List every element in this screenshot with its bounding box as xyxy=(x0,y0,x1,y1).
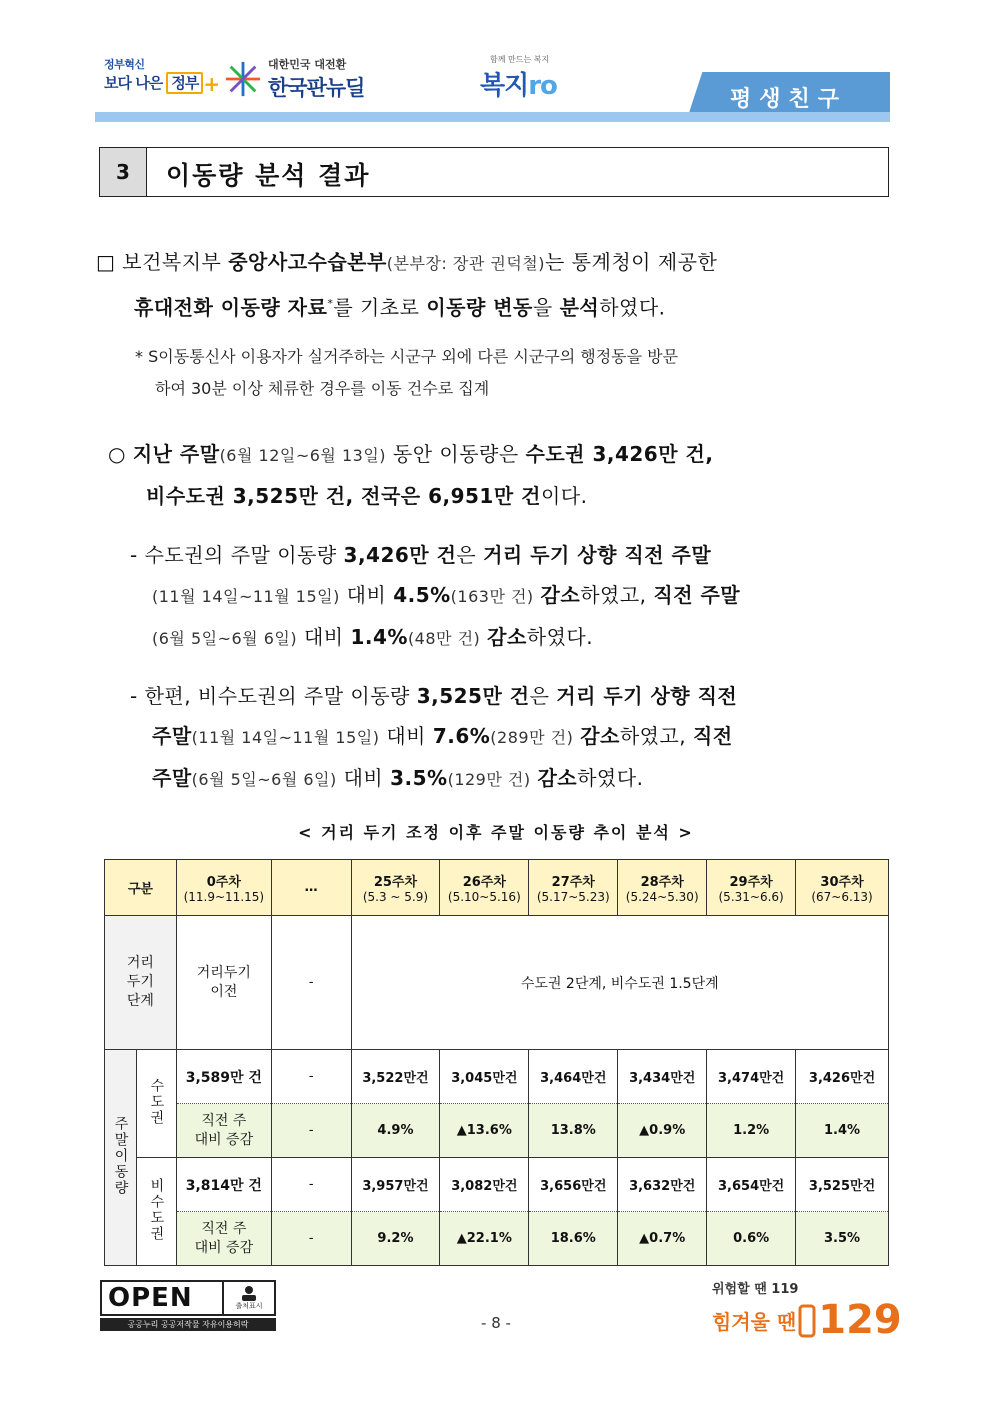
table-cell: ▲0.9% xyxy=(618,1104,707,1158)
circle-bullet: ○ xyxy=(108,442,126,466)
noncapital-volume-row xyxy=(105,1158,889,1212)
table-cell: ▲0.7% xyxy=(618,1212,707,1266)
bokjiro-ro: ro xyxy=(528,71,557,101)
table-header-row xyxy=(105,860,889,916)
header-col-0: 0주차 (11.9~11.15) xyxy=(176,860,271,916)
table-cell: 1.2% xyxy=(707,1104,796,1158)
paragraph-2: ○ 지난 주말(6월 12일~6월 13일) 동안 이동량은 수도권 3,426만 건, 비수도권 3,525만 건, 전국은 6,951만 건이다. xyxy=(108,442,714,508)
weekend-mobility-label: 주말이동량 xyxy=(105,1050,137,1266)
table-cell: 13.8% xyxy=(529,1104,618,1158)
table-cell: 3,045만건 xyxy=(440,1050,529,1104)
table-cell: 3,957만건 xyxy=(351,1158,440,1212)
table-cell: 18.6% xyxy=(529,1212,618,1266)
logo1-text-a: 보다 나은 xyxy=(104,74,163,92)
table-cell: 3.5% xyxy=(796,1212,889,1266)
stage-dash: - xyxy=(271,916,351,1050)
table-cell: - xyxy=(271,1212,351,1266)
header-col-ellipsis: … xyxy=(271,860,351,916)
hotline-129-logo: 위험할 땐 119 힘겨울 땐 129 xyxy=(712,1282,902,1343)
logo1-text-b: 정부 xyxy=(166,72,203,94)
table-caption: < 거리 두기 조정 이후 주말 이동량 추이 분석 > xyxy=(298,823,694,842)
capital-volume-row xyxy=(105,1050,889,1104)
dash-bullet: - xyxy=(130,684,138,708)
paragraph-1: □ 보건복지부 중앙사고수습본부(본부장: 장관 권덕철)는 통계청이 제공한 휴대전화 이동량 자료*를 기초로 이동량 변동을 분석하였다. xyxy=(96,250,718,320)
header-label: 구분 xyxy=(105,860,177,916)
person-icon xyxy=(239,1285,259,1301)
capital-change-row xyxy=(105,1104,889,1158)
header-col-29: 29주차 (5.31~6.6) xyxy=(707,860,796,916)
header-col-28: 28주차 (5.24~5.30) xyxy=(618,860,707,916)
page-number: - 8 - xyxy=(481,1314,511,1332)
phone-icon xyxy=(798,1302,816,1338)
open-text: OPEN xyxy=(108,1283,193,1313)
paragraph-4: - 한편, 비수도권의 주말 이동량 3,525만 건은 거리 두기 상향 직전 주말(11월 14일~11월 15일) 대비 7.6%(289만 건) 감소하였고, 직전 주말(6월 5일~6월 6일) 대비 3.5%(129만 건) 감소하였다. xyxy=(130,684,738,790)
mobility-table xyxy=(104,859,889,1266)
table-cell: 3,632만건 xyxy=(618,1158,707,1212)
table-cell: 3,654만건 xyxy=(707,1158,796,1212)
table-cell: 1.4% xyxy=(796,1104,889,1158)
open-subtitle: 공공누리 공공저작물 자유이용허락 xyxy=(100,1318,276,1331)
table-cell: 3,522만건 xyxy=(351,1050,440,1104)
header-col-27: 27주차 (5.17~5.23) xyxy=(529,860,618,916)
change-label: 직전 주 대비 증감 xyxy=(176,1212,271,1266)
section-title-box xyxy=(99,147,889,197)
checkbox-bullet: □ xyxy=(96,250,116,274)
stage-label: 거리 두기 단계 xyxy=(105,916,177,1050)
stage-text: 수도권 2단계, 비수도권 1.5단계 xyxy=(351,916,888,1050)
paragraph-3: - 수도권의 주말 이동량 3,426만 건은 거리 두기 상향 직전 주말 (11월 14일~11월 15일) 대비 4.5%(163만 건) 감소하였고, 직전 주말 (6월 5일~6월 6일) 대비 1.4%(48만 건) 감소하였다. xyxy=(130,543,741,649)
table-cell: 3,426만건 xyxy=(796,1050,889,1104)
header-col-26: 26주차 (5.10~5.16) xyxy=(440,860,529,916)
bokjiro-text: 복지 xyxy=(480,71,529,101)
header-col-30: 30주차 (67~6.13) xyxy=(796,860,889,916)
ribbon-text: 평생친구 xyxy=(730,87,848,112)
header-col-25: 25주차 (5.3 ~ 5.9) xyxy=(351,860,440,916)
section-title: 이동량 분석 결과 xyxy=(166,161,371,190)
table-cell: 4.9% xyxy=(351,1104,440,1158)
table-cell: 3,474만건 xyxy=(707,1050,796,1104)
table-cell: - xyxy=(271,1158,351,1212)
table-cell: 3,525만건 xyxy=(796,1158,889,1212)
table-cell: 9.2% xyxy=(351,1212,440,1266)
korean-new-deal-logo: 대한민국 대전환 한국판뉴딜 xyxy=(224,56,364,102)
table-cell: 3,464만건 xyxy=(529,1050,618,1104)
change-label: 직전 주 대비 증감 xyxy=(176,1104,271,1158)
noncapital-label: 비수도권 xyxy=(136,1158,176,1266)
capital-label: 수도권 xyxy=(136,1050,176,1158)
gov-innovation-logo: 정부혁신 보다 나은 정부 + xyxy=(104,58,220,96)
table-cell: - xyxy=(271,1050,351,1104)
table-cell: 3,814만 건 xyxy=(176,1158,271,1212)
table-cell: - xyxy=(271,1104,351,1158)
table-cell: 3,656만건 xyxy=(529,1158,618,1212)
table-cell: 3,082만건 xyxy=(440,1158,529,1212)
stage-before: 거리두기 이전 xyxy=(176,916,271,1050)
bokjiro-logo: 함께 만드는 복지 복지ro xyxy=(480,55,557,101)
table-cell: ▲22.1% xyxy=(440,1212,529,1266)
table-cell: 0.6% xyxy=(707,1212,796,1266)
table-cell: ▲13.6% xyxy=(440,1104,529,1158)
stage-row xyxy=(105,916,889,1050)
footnote: * S이동통신사 이용자가 실거주하는 시군구 외에 다른 시군구의 행정동을 방문 하여 30분 이상 체류한 경우를 이동 건수로 집계 xyxy=(135,347,679,398)
table-cell: 3,434만건 xyxy=(618,1050,707,1104)
section-number: 3 xyxy=(100,148,147,196)
table-cell: 3,589만 건 xyxy=(176,1050,271,1104)
header-rule xyxy=(95,112,890,122)
new-deal-star-icon xyxy=(224,60,262,98)
noncapital-change-row xyxy=(105,1212,889,1266)
dash-bullet: - xyxy=(130,543,138,567)
attribution-icon: 출처표시 xyxy=(222,1282,274,1314)
